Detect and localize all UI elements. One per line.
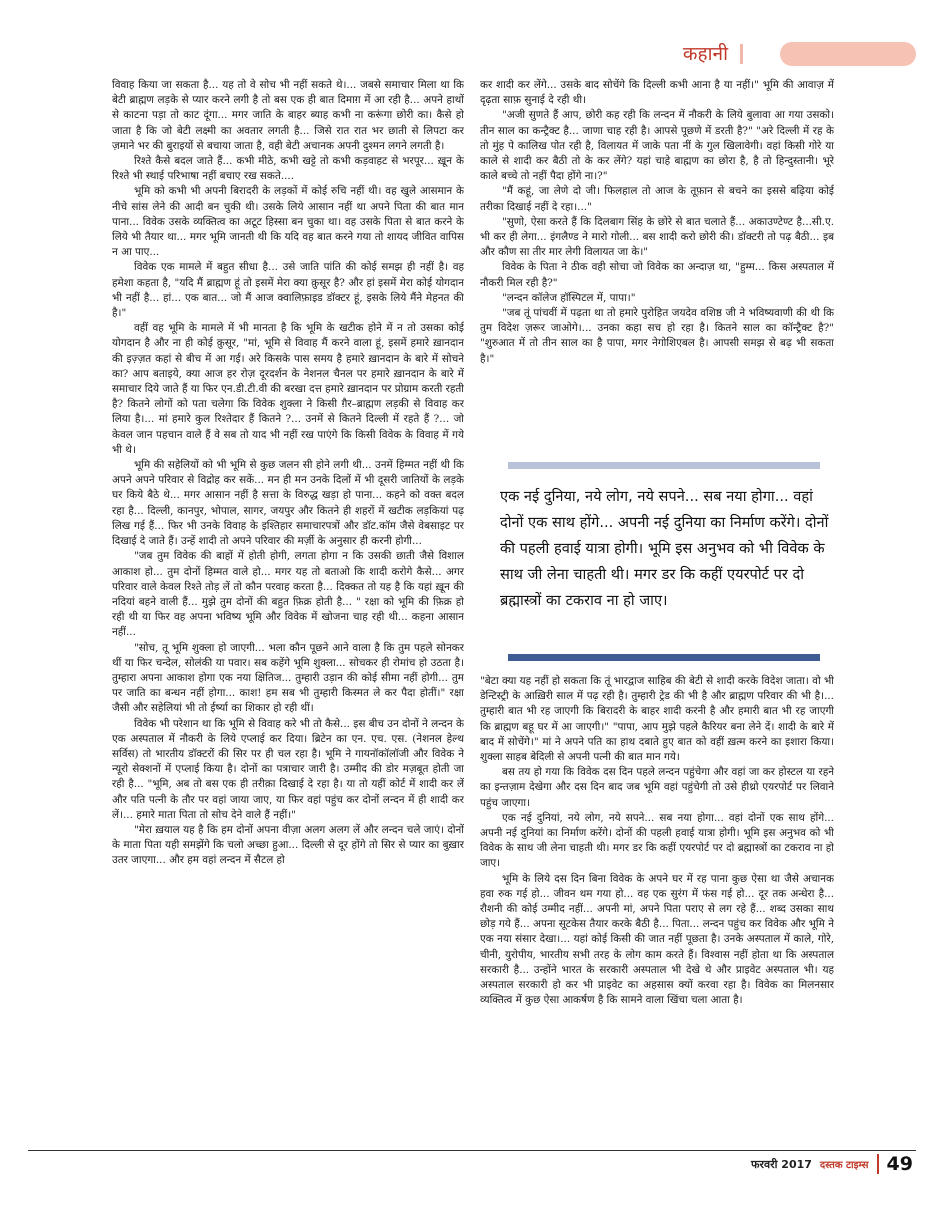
page-number: 49 <box>886 1153 913 1175</box>
paragraph: भूमि के लिये दस दिन बिना विवेक के अपने घर में रह पाना कुछ ऐसा था जैसे अचानक हवा रुक गई हो... जीवन थम गया हो... वह एक सुरंग में फंस गई हो... दूर तक अन्धेरा है... रौशनी की कोई उम्मीद नहीं... अपनी मां, अपने पिता पराए से लग रहे हैं... शब्द उसका साथ छोड़ गये हैं... अपना सूटकेस तैयार करके बैठी है... पिता... लन्दन पहुंच कर विवेक और भूमि ने एक नया संसार देखा।... यहां कोई किसी की जात नहीं पूछता है। उनके अस्पताल में काले, गोरे, चीनी, युरोपीय, भारतीय सभी तरह के लोग काम करते हैं। विश्वास नहीं होता था कि अस्पताल सरकारी है... उन्होंने भारत के सरकारी अस्पताल भी देखे थे और प्राइवेट अस्पताल भी। यह अस्पताल सरकारी हो कर भी प्राइवेट का अहसास क्यों करवा रहा है। विवेक का मिलनसार व्यक्तित्व में कुछ ऐसा आकर्षण है कि सामने वाला खिंचा चला आता है। <box>480 872 834 1007</box>
paragraph: एक नई दुनियां, नये लोग, नये सपने... सब नया होगा... वहां दोनों एक साथ होंगे... अपनी नई दुनियां का निर्माण करेंगे। दोनों की पहली हवाई यात्रा होगी। भूमि इस अनुभव को भी विवेक के साथ जी लेना चाहती थी। मगर डर कि कहीं एयरपोर्ट पर दो ब्रह्मास्त्रों का टकराव ना हो जाए। <box>480 811 834 870</box>
header-separator <box>740 44 743 64</box>
footer-divider <box>877 1154 879 1174</box>
section-label: कहानी <box>682 43 728 65</box>
paragraph: "मैं कहूं, जा लेणे दो जी। फिलहाल तो आज के तूफ़ान से बचने का इससे बढ़िया कोई तरीका दिखाई नहीं दे रहा।..." <box>480 185 834 213</box>
paragraph: वहीं वह भूमि के मामले में भी मानता है कि भूमि के खटीक होने में न तो उसका कोई योगदान है और ना ही कोई क़ुसूर, "मां, भूमि से विवाह मैं करने वाला हूं, इसमें हमारे ख़ानदान की इज़्ज़त कहां से बीच में आ गई। अरे किसके पास समय है हमारे ख़ानदान के बारे में सोचने का? आप बताइये, क्या आज हर रोज़ दूरदर्शन के नेशनल चैनल पर हमारे ख़ानदान के बारे में समाचार दिये जाते हैं या फिर एन.डी.टी.वी की बरखा दत्त हमारे ख़ानदान पर प्रोग्राम करती रहती है? कितने लोगों को पता चलेगा कि विवेक शुक्ला ने किसी ग़ैर–ब्राह्मण लड़की से विवाह कर लिया है।... मां हमारे कुल रिश्तेदार हैं कितने ?... उनमें से कितने दिल्ली में रहते हैं ?... जो केवल जान पहचान वाले हैं वे सब तो याद भी नहीं रख पाएंगे कि किसी विवेक के विवाह में गये भी थे। <box>112 322 464 456</box>
footer-rule <box>28 1150 916 1151</box>
paragraph: रिश्ते कैसे बदल जाते हैं... कभी मीठे, कभी खट्टे तो कभी कड़वाहट से भरपूर... ख़ून के रिश्ते भी स्थाई परिभाषा नहीं बचाए रख सकते.... <box>112 155 464 183</box>
header-decoration <box>780 42 916 66</box>
paragraph: "जब तुम विवेक की बाहों में होती होगी, लगता होगा न कि उसकी छाती जैसे विशाल आकाश हो... तुम दोनों हिम्मत वाले हो... मगर यह तो बताओ कि शादी करोगे कैसे... अगर परिवार वाले केवल रिश्ते तोड़ लें तो कौन परवाह करता है... दिक्कत तो यह है कि यहां ख़ून की नदियां बहने वाली हैं... मुझे तुम दोनों की बहुत फ़िक्र होती है... " रक्षा को भूमि की फ़िक्र हो रही थी या फिर वह अपना भविष्य भूमि और विवेक में खोजना चाह रही थी... कहना आसान नहीं... <box>112 550 464 639</box>
page-footer <box>751 1152 913 1176</box>
paragraph: "जब तूं पांचवीं में पढ़ता था तो हमारे पुरोहित जयदेव वशिष्ठ जी ने भविष्यवाणी की थी कि तुम विदेश ज़रूर जाओगे।... उनका कहा सच हो रहा है। कितने साल का कॉन्ट्रैक्ट है?" "शुरुआत में तो तीन साल का है पापा, मगर नेगोशिएबल है। आपसी समझ से बढ़ भी सकता है।" <box>480 307 834 365</box>
left-column <box>112 78 464 1136</box>
paragraph: विवाह किया जा सकता है... यह तो वे सोच भी नहीं सकते थे।... जबसे समाचार मिला था कि बेटी ब्राह्मण लड़के से प्यार करने लगी है तो बस एक ही बात दिमाग़ में आ रही है... अपने हाथों से काटना पड़ा तो काट दूंगा... मगर जाति के बाहर ब्याह कभी ना करूंगा छोरी का। कैसे हो जाता है कि जो बेटी लक्ष्मी का अवतार लगती है... जिसे रात रात भर छाती से लिपटा कर ज़माने भर की बुराइयों से बचाया जाता है, वही बेटी अचानक अपनी दुश्मन लगने लगती है। <box>112 79 464 152</box>
right-column-top <box>480 78 834 446</box>
issue-date: फरवरी 2017 <box>751 1157 812 1171</box>
paragraph: बस तय हो गया कि विवेक दस दिन पहले लन्दन पहुंचेगा और वहां जा कर होस्टल या रहने का इन्तज़ाम देखेगा और दस दिन बाद जब भूमि वहां पहुंचेगी तो उसे हीथ्रो एयरपोर्ट पर लिवाने पहुंच जाएगा। <box>480 766 834 809</box>
paragraph: विवेक भी परेशान था कि भूमि से विवाह करे भी तो कैसे... इस बीच उन दोनों ने लन्दन के एक अस्पताल में नौकरी के लिये एप्लाई कर दिया। ब्रिटेन का एन. एच. एस. (नेशनल हेल्थ सर्विस) तो भारतीय डॉक्टरों की सिर पर ही चल रहा है। भूमि ने गायनॉकॉलॉजी और विवेक ने न्यूरो सेक्शनों में एप्लाई किया है। दोनों का पत्राचार जारी है। उम्मीद की डोर मज़बूत होती जा रही है... "भूमि, अब तो बस एक ही तरीक़ा दिखाई दे रहा है। या तो यहीं कोर्ट में शादी कर लें और पति पत्नी के तौर पर वहां जाया जाए, या फिर वहां पहुंच कर दोनों लन्दन में ही शादी कर लें।... हमारे माता पिता तो सोच देने वाले हैं नहीं।" <box>112 717 464 821</box>
paragraph: "सुणो, ऐसा करते हैं कि दिलबाग सिंह के छोरे से बात चलाते हैं... अकाउण्टेण्ट है...सी.ए. भी कर ही लेगा... इंगलैण्ड ने मारो गोली... बस शादी करो छोरी की। डॉक्टरी तो पढ़ बैठी... इब और कौण सा तीर मार लेगी विलायत जा के।" <box>480 215 834 259</box>
paragraph: "अजी सुणते हैं आप, छोरी कह रही कि लन्दन में नौकरी के लिये बुलावा आ गया उसको। तीन साल का कन्ट्रैक्ट है... जाणा चाह रही है। आपसे पूछणे में डरती है?" "अरे दिल्ली में रह के तो मुंह पे कालिख पोत रही है, विलायत में जाके पता नीं के गुल खिलावेगी। वहां किसी गोरे या काले से शादी कर बैठी तो के कर लेंगे? यहां चाहे बाह्मण का छोरा है, है तो हिन्दुस्तानी। भूरे काले बच्चे तो नहीं पैदा होंगे ना।?" <box>480 109 834 183</box>
paragraph: "बेटा क्या यह नहीं हो सकता कि तूं भारद्वाज साहिब की बेटी से शादी करके विदेश जाता। वो भी डेन्टिस्ट्री के आख़िरी साल में पढ़ रही है। तुम्हारी ट्रेड की भी है और ब्राह्मण परिवार की भी है।... तुम्हारी बात भी रह जाएगी कि बिरादरी के बाहर शादी करनी है और हमारी बात भी रह जाएगी कि ब्राह्मण बहू घर में आ जाएगी।" "पापा, आप मुझे पहले कैरियर बना लेने दें। शादी के बारे में बाद में सोचेंगे।" मां ने अपने पति का हाथ दबाते हुए बात को वहीं ख़त्म करने का इशारा किया। शुक्ला साहब बेदिली से अपनी पत्नी की बात मान गये। <box>480 675 834 764</box>
paragraph: भूमि को कभी भी अपनी बिरादरी के लड़कों में कोई रुचि नहीं थी। वह खुले आसमान के नीचे सांस लेने की आदी बन चुकी थी। उसके लिये आसान नहीं था अपने पिता की बात मान पाना... विवेक उसके व्यक्तित्व का अटूट हिस्सा बन चुका था। वह उसके पिता से बात करने के लिये भी तैयार था... मगर भूमि जानती थी कि यदि वह बात करने गया तो शायद जीवित वापिस न आ पाए... <box>112 185 464 259</box>
paragraph: "मेरा ख़याल यह है कि हम दोनों अपना वीज़ा अलग अलग लें और लन्दन चले जाएं। दोनों के माता पिता यही समझेंगे कि चलो अच्छा हुआ... दिल्ली से दूर होंगे तो सिर से प्यार का बुख़ार उतर जाएगा... और हम वहां लन्दन में सैटल हो <box>112 823 464 867</box>
pull-quote: एक नई दुनिया, नये लोग, नये सपने... सब नया होगा... वहां दोनों एक साथ होंगे... अपनी नई दुनिया का निर्माण करेंगे। दोनों की पहली हवाई यात्रा होगी। भूमि इस अनुभव को भी विवेक के साथ जी लेना चाहती थी। मगर डर कि कहीं एयरपोर्ट पर दो ब्रह्मास्त्रों का टकराव ना हो जाए। <box>500 488 829 609</box>
publication-logo: दस्तक टाइम्स <box>819 1160 869 1171</box>
paragraph: विवेक के पिता ने ठीक वही सोचा जो विवेक का अन्दाज़ था, "हुम्म... किस अस्पताल में नौकरी मिल रही है?" <box>480 261 834 289</box>
paragraph: विवेक एक मामले में बहुत सीधा है... उसे जाति पांति की कोई समझ ही नहीं है। वह हमेशा कहता है, "यदि मैं ब्राह्मण हूं तो इसमें मेरा क्या क़ुसूर है? और हां इसमें मेरा कोई योगदान भी नहीं है... हां... एक बात... जो मैं आज क्वालिफ़ाइड डॉक्टर हूं, इसके लिये मैंने मेहनत की है।" <box>112 261 464 320</box>
pull-quote-bottom-rule <box>508 654 820 661</box>
paragraph: "लन्दन कॉलेज हॉस्पिटल में, पापा।" <box>502 291 636 304</box>
right-column-bottom <box>480 674 834 1136</box>
paragraph: कर शादी कर लेंगे... उसके बाद सोचेंगे कि दिल्ली कभी आना है या नहीं।" भूमि की आवाज़ में दृढ़ता साफ़ सुनाई दे रही थी। <box>480 79 834 107</box>
paragraph: "सोच, तू भूमि शुक्ला हो जाएगी... भला कौन पूछने आने वाला है कि तुम पहले सोनकर थीं या फिर चन्देल, सोलंकी या पवार। सब कहेंगे भूमि शुक्ला... सोचकर ही रोमांच हो उठता है। तुम्हारा अपना आकाश होगा एक नया क्षितिज... तुम्हारी उड़ान की कोई सीमा नहीं होगी... तुम पर जाति का बन्धन नहीं होगा... काश! हम सब भी तुम्हारी किस्मत ले कर पैदा होतीं।" रक्षा जैसी और सहेलियां भी तो ईर्ष्या का शिकार हो रही थीं। <box>112 641 464 715</box>
pull-quote-top-rule <box>508 462 820 469</box>
paragraph: भूमि की सहेलियों को भी भूमि से कुछ जलन सी होने लगी थी... उनमें हिम्मत नहीं थी कि अपने अपने परिवार से विद्रोह कर सकें... मन ही मन उनके दिलों में भी दूसरी जातियों के लड़के घर किये बैठे थे... मगर आसान नहीं है सत्ता के विरुद्ध खड़ा हो पाना... कहने को वक्त बदल रहा है... दिल्ली, कानपुर, भोपाल, सागर, जयपुर और कितने ही शहरों में खटीक लड़कियां पढ़ लिख गई हैं... फिर भी उनके विवाह के इश्तिहार समाचारपत्रों और डॉट.कॉम जैसे वेबसाइट पर दिखाई दे जाते हैं। उन्हें शादी तो अपने परिवार की मर्ज़ी के अनुसार ही करनी होगी... <box>112 459 464 548</box>
